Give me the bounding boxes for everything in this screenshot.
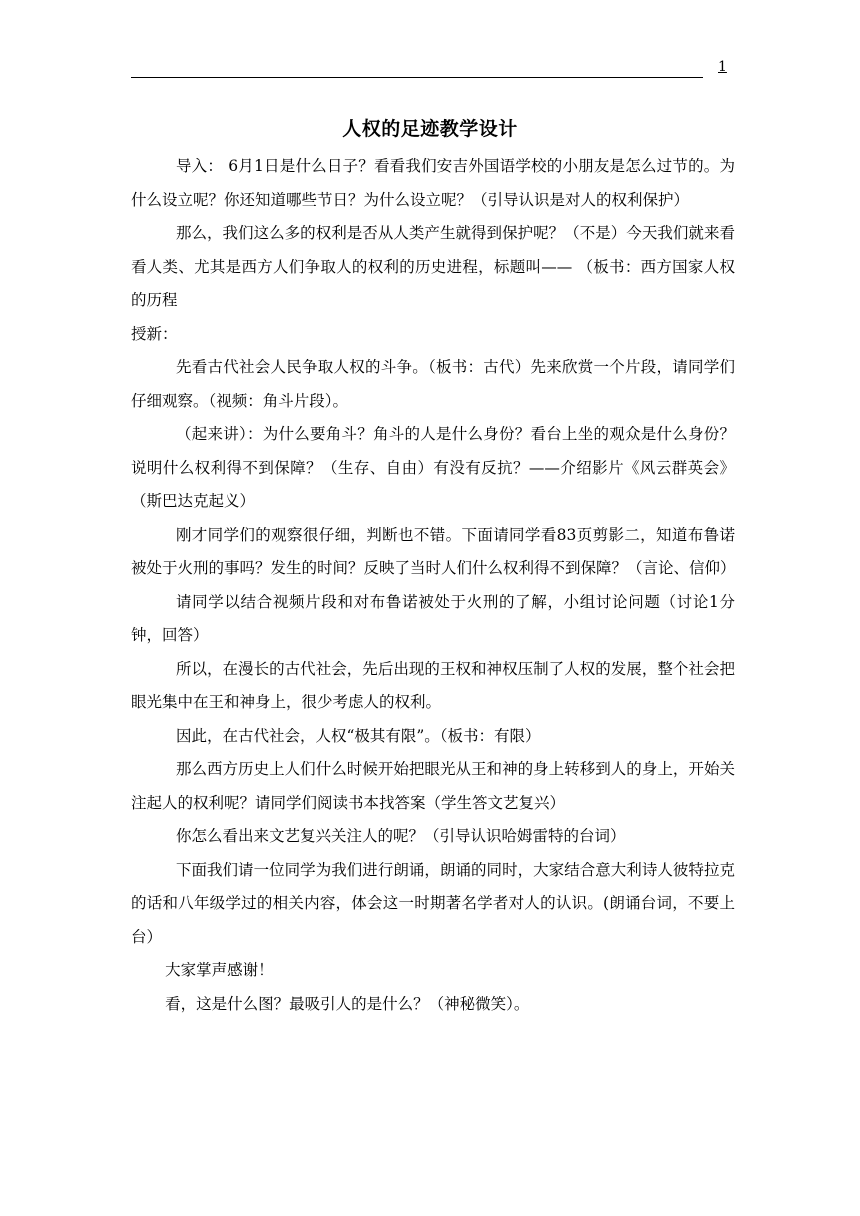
- paragraph: 看，这是什么图？最吸引人的是什么？（神秘微笑）。: [165, 994, 530, 1013]
- document-body: [131, 150, 735, 1021]
- paragraph: 大家掌声感谢！: [165, 961, 274, 979]
- paragraph: 下面我们请一位同学为我们进行朗诵，朗诵的同时，大家结合意大利诗人彼特拉克的话和八年级学过的相关内容，体会这一时期著名学者对人的认识。(朗诵台词，不要上台）: [131, 860, 735, 946]
- paragraph-new-lesson: 授新：: [131, 324, 178, 343]
- page-number: 1: [718, 59, 727, 75]
- paragraph-intro: 导入： 6月1日是什么日子？看看我们安吉外国语学校的小朋友是怎么过节的。为什么设立呢？你还知道哪些节日？为什么设立呢？（引导认识是对人的权利保护）: [131, 157, 735, 209]
- paragraph: 因此，在古代社会，人权“极其有限”。（板书：有限）: [175, 726, 541, 745]
- document-title: 人权的足迹教学设计: [342, 118, 518, 140]
- paragraph: 请同学以结合视频片段和对布鲁诺被处于火刑的了解，小组讨论问题（讨论1分钟，回答）: [131, 592, 735, 644]
- paragraph: （起来讲）：为什么要角斗？角斗的人是什么身份？看台上坐的观众是什么身份？说明什么权利得不到保障？（生存、自由）有没有反抗？——介绍影片《风云群英会》（斯巴达克起义）: [131, 425, 735, 510]
- paragraph: 所以，在漫长的古代社会，先后出现的王权和神权压制了人权的发展，整个社会把眼光集中在王和神身上，很少考虑人的权利。: [131, 659, 735, 711]
- header-rule: [131, 77, 703, 78]
- paragraph: 你怎么看出来文艺复兴关注人的呢？（引导认识哈姆雷特的台词）: [175, 827, 626, 845]
- paragraph: 先看古代社会人民争取人权的斗争。（板书：古代）先来欣赏一个片段，请同学们仔细观察。（视频：角斗片段）。: [131, 358, 735, 410]
- paragraph: 刚才同学们的观察很仔细，判断也不错。下面请同学看83页剪影二，知道布鲁诺被处于火刑的事吗？发生的时间？反映了当时人们什么权利得不到保障？（言论、信仰）: [131, 525, 736, 577]
- paragraph: 那么西方历史上人们什么时候开始把眼光从王和神的身上转移到人的身上，开始关注起人的权利呢？请同学们阅读书本找答案（学生答文艺复兴）: [131, 760, 735, 812]
- paragraph: 那么，我们这么多的权利是否从人类产生就得到保护呢？（不是）今天我们就来看看人类、尤其是西方人们争取人的权利的历史进程，标题叫—— （板书：西方国家人权的历程: [131, 224, 735, 309]
